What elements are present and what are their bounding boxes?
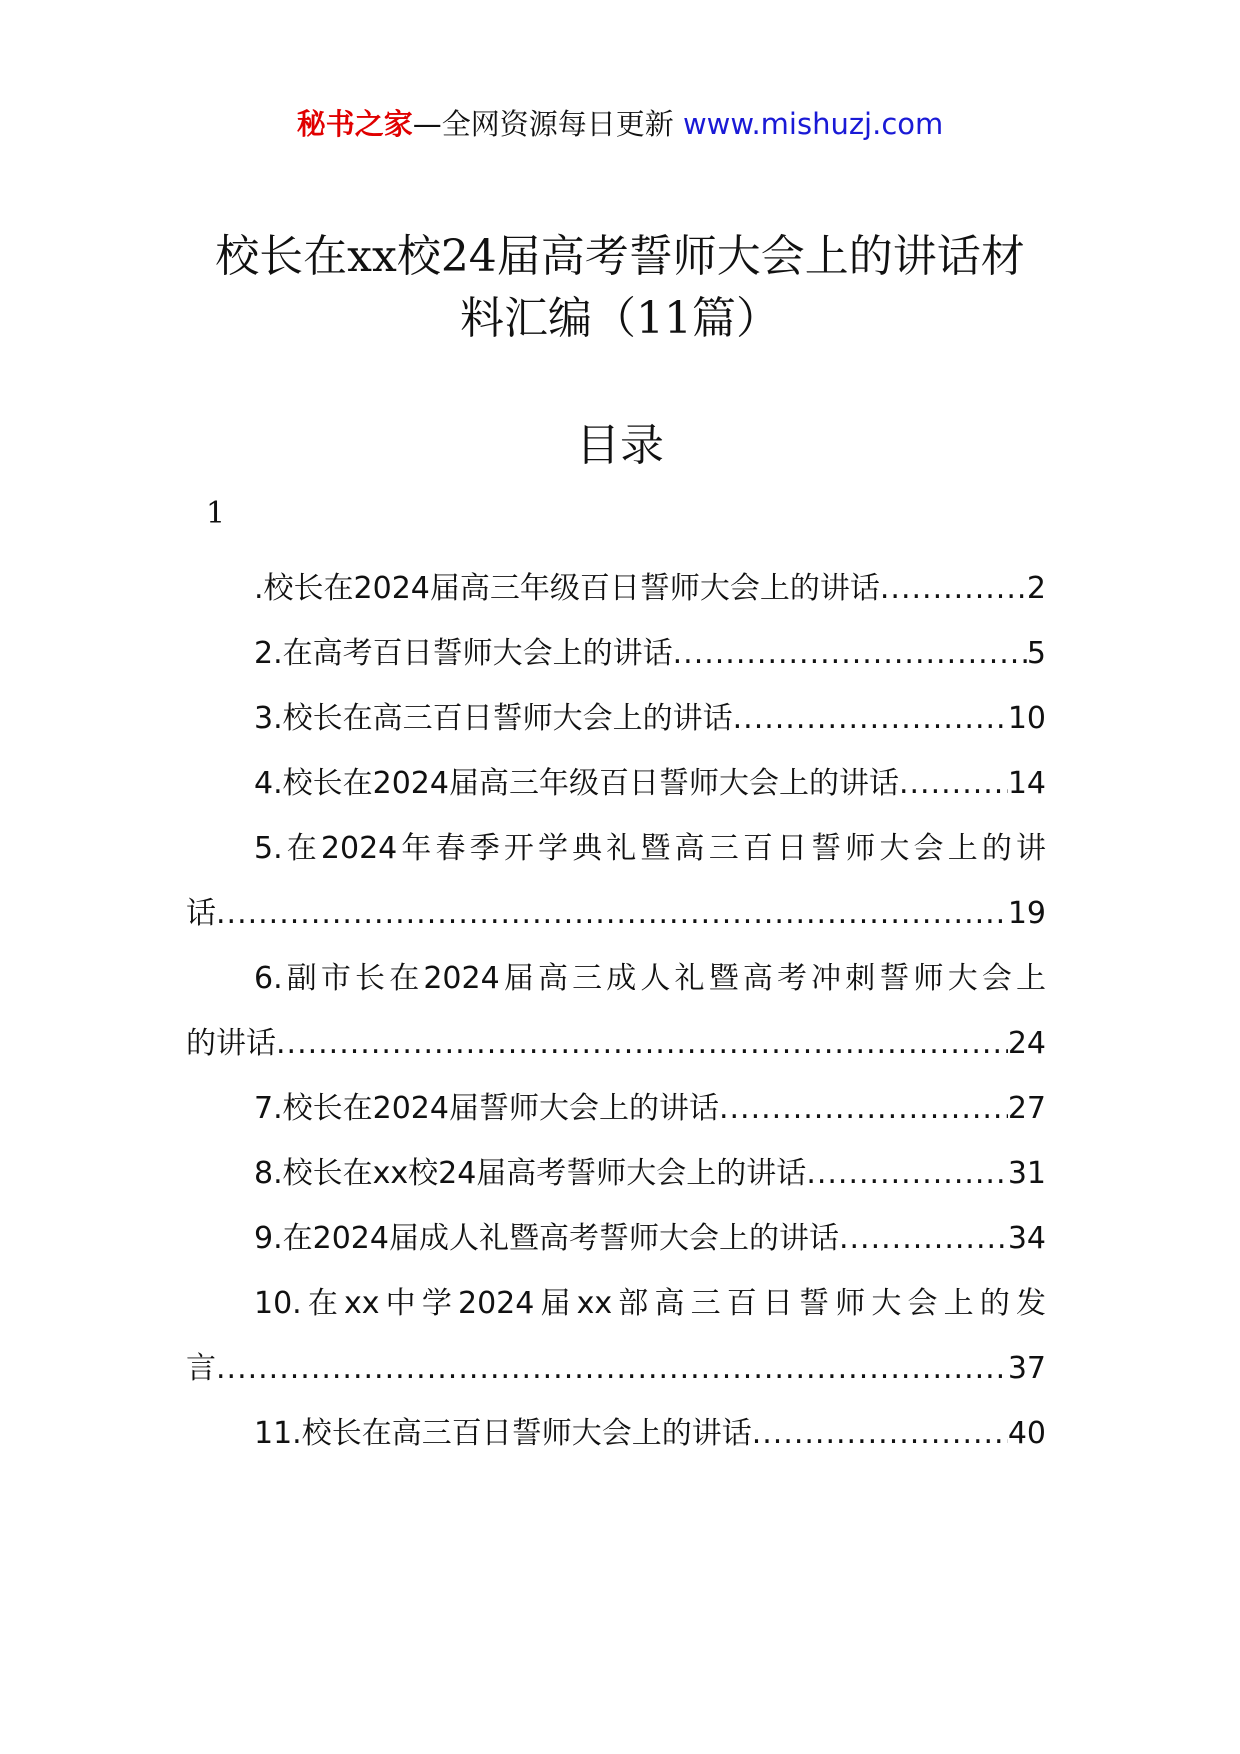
toc-entry-6-line-1[interactable] [186,946,1046,1011]
toc-entry-4[interactable] [186,751,1046,816]
toc-entry-title: 10.在xx中学2024届xx部高三百日誓师大会上的发 [254,1286,1046,1321]
toc-entry-page: 40 [1007,1416,1046,1451]
toc-leader-dots [752,1401,1008,1466]
toc-leader-dots [216,881,1008,946]
toc-entry-title: 7.校长在2024届誓师大会上的讲话 [254,1091,719,1126]
toc-leader-dots [276,1011,1008,1076]
toc-leader-dots [719,1076,1008,1141]
toc-entry-11[interactable] [186,1401,1046,1466]
title-line-1: 校长在xx校24届高考誓师大会上的讲话材 [215,231,1025,282]
toc-entry-title: 6.副市长在2024届高三成人礼暨高考冲刺誓师大会上 [254,961,1046,996]
site-url-link[interactable]: www.mishuzj.com [682,107,944,141]
toc-entry-page: 2 [1026,571,1046,606]
toc-orphan-number: 1 [206,496,226,531]
brand-name: 秘书之家 [296,107,413,141]
toc-leader-dots [733,686,1008,751]
toc-entry-title: 8.校长在xx校24届高考誓师大会上的讲话 [254,1156,807,1191]
toc-leader-dots [839,1206,1008,1271]
toc-entry-title: 5.在2024年春季开学典礼暨高三百日誓师大会上的讲 [254,831,1046,866]
toc-entry-5-line-2[interactable] [186,881,1046,946]
toc-entry-8[interactable] [186,1141,1046,1206]
toc-entry-page: 14 [1007,766,1046,801]
site-header [0,104,1240,144]
toc-entry-10-line-1[interactable] [186,1271,1046,1336]
header-tagline: —全网资源每日更新 [412,107,674,141]
toc-entry-title: 11.校长在高三百日誓师大会上的讲话 [254,1416,752,1451]
toc-entry-page: 10 [1007,701,1046,736]
title-line-2: 料汇编（11篇） [460,293,780,344]
toc-entry-title-continued: 言 [186,1351,216,1386]
toc-entry-9[interactable] [186,1206,1046,1271]
toc-entry-title: 2.在高考百日誓师大会上的讲话 [254,636,673,671]
toc-leader-dots [673,621,1027,686]
toc-entry-6-line-2[interactable] [186,1011,1046,1076]
toc-entry-page: 34 [1007,1221,1046,1256]
toc-leader-dots [806,1141,1008,1206]
toc-entry-2[interactable] [186,621,1046,686]
toc-leader-dots [899,751,1008,816]
toc-entry-title: .校长在2024届高三年级百日誓师大会上的讲话 [254,571,880,606]
toc-entry-title: 3.校长在高三百日誓师大会上的讲话 [254,701,733,736]
toc-entry-page: 31 [1007,1156,1046,1191]
toc-entry-title-continued: 话 [186,896,216,931]
toc-leader-dots [216,1336,1008,1401]
toc-entry-page: 19 [1007,896,1046,931]
document-title [170,226,1070,350]
toc-entry-title-continued: 的讲话 [186,1026,276,1061]
toc-entry-7[interactable] [186,1076,1046,1141]
toc-entry-page: 5 [1026,636,1046,671]
toc-entry-3[interactable] [186,686,1046,751]
toc-entry-page: 27 [1007,1091,1046,1126]
table-of-contents [186,556,1046,1466]
toc-entry-page: 24 [1007,1026,1046,1061]
toc-entry-page: 37 [1007,1351,1046,1386]
toc-entry-1[interactable] [186,556,1046,621]
toc-heading: 目录 [576,420,664,471]
toc-entry-5-line-1[interactable] [186,816,1046,881]
toc-entry-title: 4.校长在2024届高三年级百日誓师大会上的讲话 [254,766,899,801]
toc-entry-10-line-2[interactable] [186,1336,1046,1401]
toc-entry-title: 9.在2024届成人礼暨高考誓师大会上的讲话 [254,1221,839,1256]
toc-leader-dots [880,556,1027,621]
